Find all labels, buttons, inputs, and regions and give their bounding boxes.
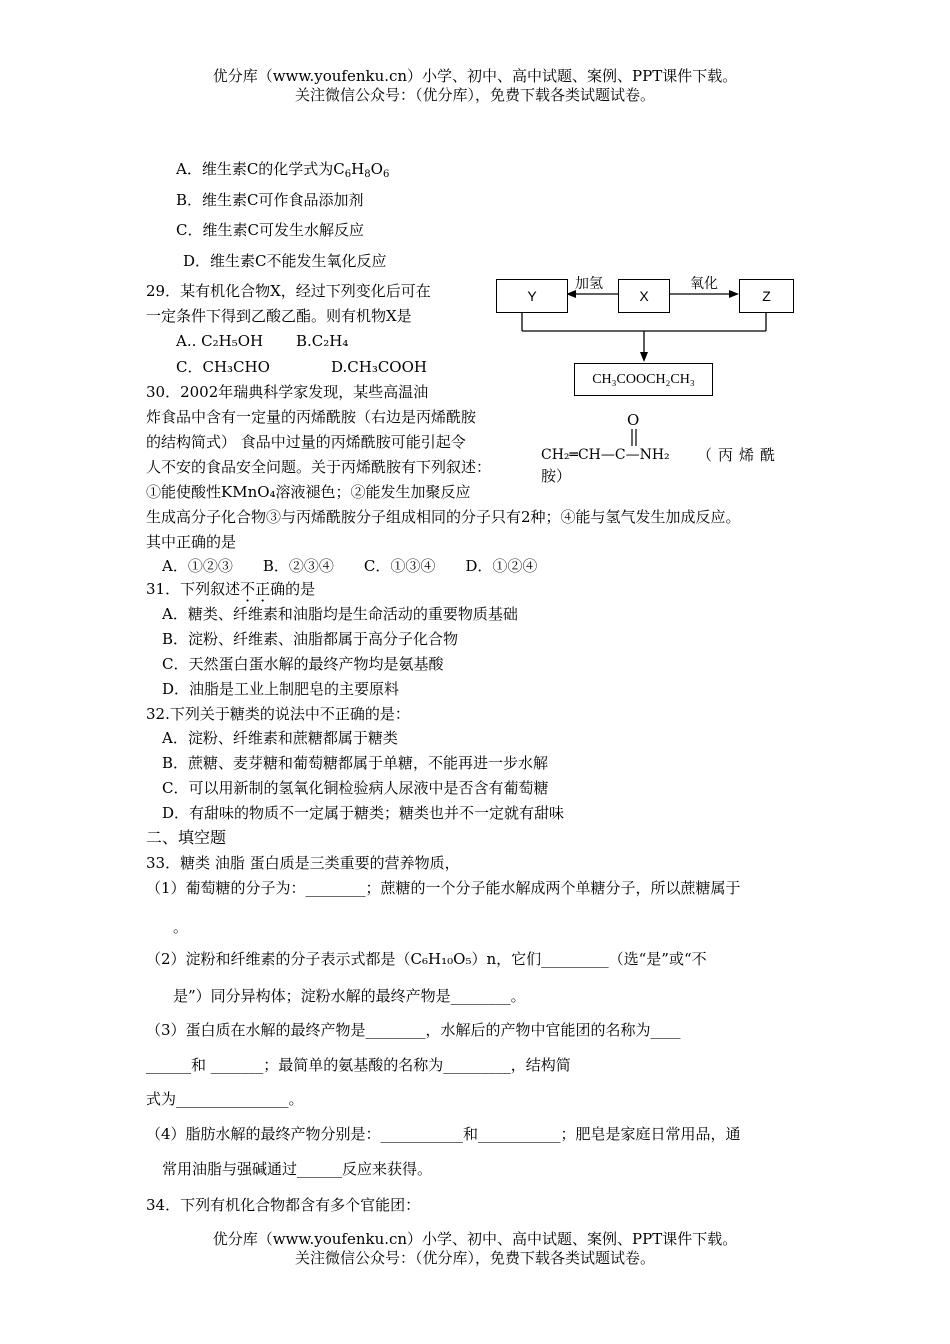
q30-stem-line-4: 人不安的食品安全问题。关于丙烯酰胺有下列叙述： — [146, 458, 492, 476]
q33-part-4: （4）脂肪水解的最终产物分别是：___________和___________；肥皂是家庭日常用品，通 — [146, 1125, 741, 1143]
q30-stem-line-7: 其中正确的是 — [146, 533, 237, 551]
label-hydrogenation: 加氢 — [575, 276, 603, 292]
q34-stem: 34．下列有机化合物都含有多个官能团： — [146, 1196, 421, 1214]
q29-stem-line-1: 29．某有机化合物X，经过下列变化后可在 — [146, 282, 431, 300]
q31-stem: 31．下列叙述不正确的是 — [146, 580, 316, 598]
q32-option-b: B．蔗糖、麦芽糖和葡萄糖都属于单糖，不能再进一步水解 — [162, 754, 549, 772]
q28-option-d: D．维生素C不能发生氧化反应 — [183, 252, 387, 270]
q32-option-a: A．淀粉、纤维素和蔗糖都属于糖类 — [162, 729, 398, 747]
q30-stem-line-1: 30．2002年瑞典科学家发现，某些高温油 — [146, 383, 429, 401]
box-z: Z — [739, 279, 794, 313]
q33-part-1b: 。 — [173, 918, 189, 936]
q33-stem: 33．糖类 油脂 蛋白质是三类重要的营养物质， — [146, 854, 460, 872]
section-fill-in-title: 二、填空题 — [146, 828, 227, 847]
header-line-2: 关注微信公众号：（优分库），免费下载各类试题试卷。 — [294, 86, 655, 104]
q30-stem-line-5: ①能使酸性KMnO₄溶液褪色；②能发生加聚反应 — [146, 483, 471, 501]
q30-stem-line-2: 炸食品中含有一定量的丙烯酰胺（右边是丙烯酰胺 — [146, 408, 477, 426]
q29-option-c: C．CH₃CHO — [176, 358, 270, 376]
structure-oxygen: O — [627, 411, 640, 429]
q31-option-a: A．糖类、纤维素和油脂均是生命活动的重要物质基础 — [162, 605, 518, 623]
q33-part-2b: 是”）同分异构体；淀粉水解的最终产物是________。 — [173, 987, 526, 1005]
q33-part-1: （1）葡萄糖的分子为：________；蔗糖的一个分子能水解成两个单糖分子，所以蔗糖属于 — [146, 879, 741, 897]
label-oxidation: 氧化 — [690, 276, 718, 292]
q29-option-d: D.CH₃COOH — [331, 358, 427, 376]
structure-note-2: 胺） — [541, 467, 572, 485]
header-line-1: 优分库（www.youfenku.cn）小学、初中、高中试题、案例、PPT课件下载。 — [212, 67, 738, 85]
q29-option-a: A.. C₂H₅OH — [176, 332, 264, 350]
q32-stem: 32.下列关于糖类的说法中不正确的是： — [146, 705, 410, 723]
q32-option-d: D．有甜味的物质不一定属于糖类；糖类也并不一定就有甜味 — [162, 804, 565, 822]
box-y: Y — [496, 279, 568, 313]
q30-stem-line-6: 生成高分子化合物③与丙烯酰胺分子组成相同的分子只有2种；④能与氢气发生加成反应。 — [146, 508, 741, 526]
structure-note: （丙烯酰 — [697, 446, 782, 464]
q29-option-b: B.C₂H₄ — [296, 332, 349, 350]
structure-formula: CH₂═CH—C—NH₂ — [541, 447, 670, 463]
q33-part-3b: ______和 _______；最简单的氨基酸的名称为_________，结构简 — [146, 1056, 571, 1074]
q29-stem-line-2: 一定条件下得到乙酸乙酯。则有机物X是 — [146, 307, 412, 325]
q31-option-c: C．天然蛋白蛋水解的最终产物均是氨基酸 — [162, 655, 444, 673]
q33-part-3c: 式为_______________。 — [146, 1090, 304, 1108]
diagram-lines — [0, 0, 950, 420]
q30-stem-line-3: 的结构简式） 食品中过量的丙烯酰胺可能引起令 — [146, 433, 466, 451]
q28-option-a: A．维生素C的化学式为$C_6H_8O_6$ — [176, 160, 390, 180]
q30-options: A．①②③ B．②③④ C．①③④ D．①②④ — [162, 557, 538, 575]
box-x: X — [618, 279, 670, 313]
footer-line-1: 优分库（www.youfenku.cn）小学、初中、高中试题、案例、PPT课件下载。 — [212, 1230, 738, 1248]
box-ethyl-acetate: CH₃COOCH₂CH₃ — [574, 363, 713, 396]
q32-option-c: C．可以用新制的氢氧化铜检验病人尿液中是否含有葡萄糖 — [162, 779, 549, 797]
footer-line-2: 关注微信公众号：（优分库），免费下载各类试题试卷。 — [294, 1249, 655, 1267]
q33-part-4b: 常用油脂与强碱通过______反应来获得。 — [162, 1160, 433, 1178]
q33-part-2: （2）淀粉和纤维素的分子表示式都是（C₆H₁₀O₅）n，它们_________（选“是”或“不 — [146, 950, 707, 968]
q31-option-d: D．油脂是工业上制肥皂的主要原料 — [162, 680, 400, 698]
q28-option-c: C．维生素C可发生水解反应 — [176, 221, 364, 239]
q28-option-b: B．维生素C可作食品添加剂 — [176, 191, 364, 209]
q33-part-3: （3）蛋白质在水解的最终产物是________，水解后的产物中官能团的名称为____ — [146, 1021, 681, 1039]
q31-option-b: B．淀粉、纤维素、油脂都属于高分子化合物 — [162, 630, 459, 648]
